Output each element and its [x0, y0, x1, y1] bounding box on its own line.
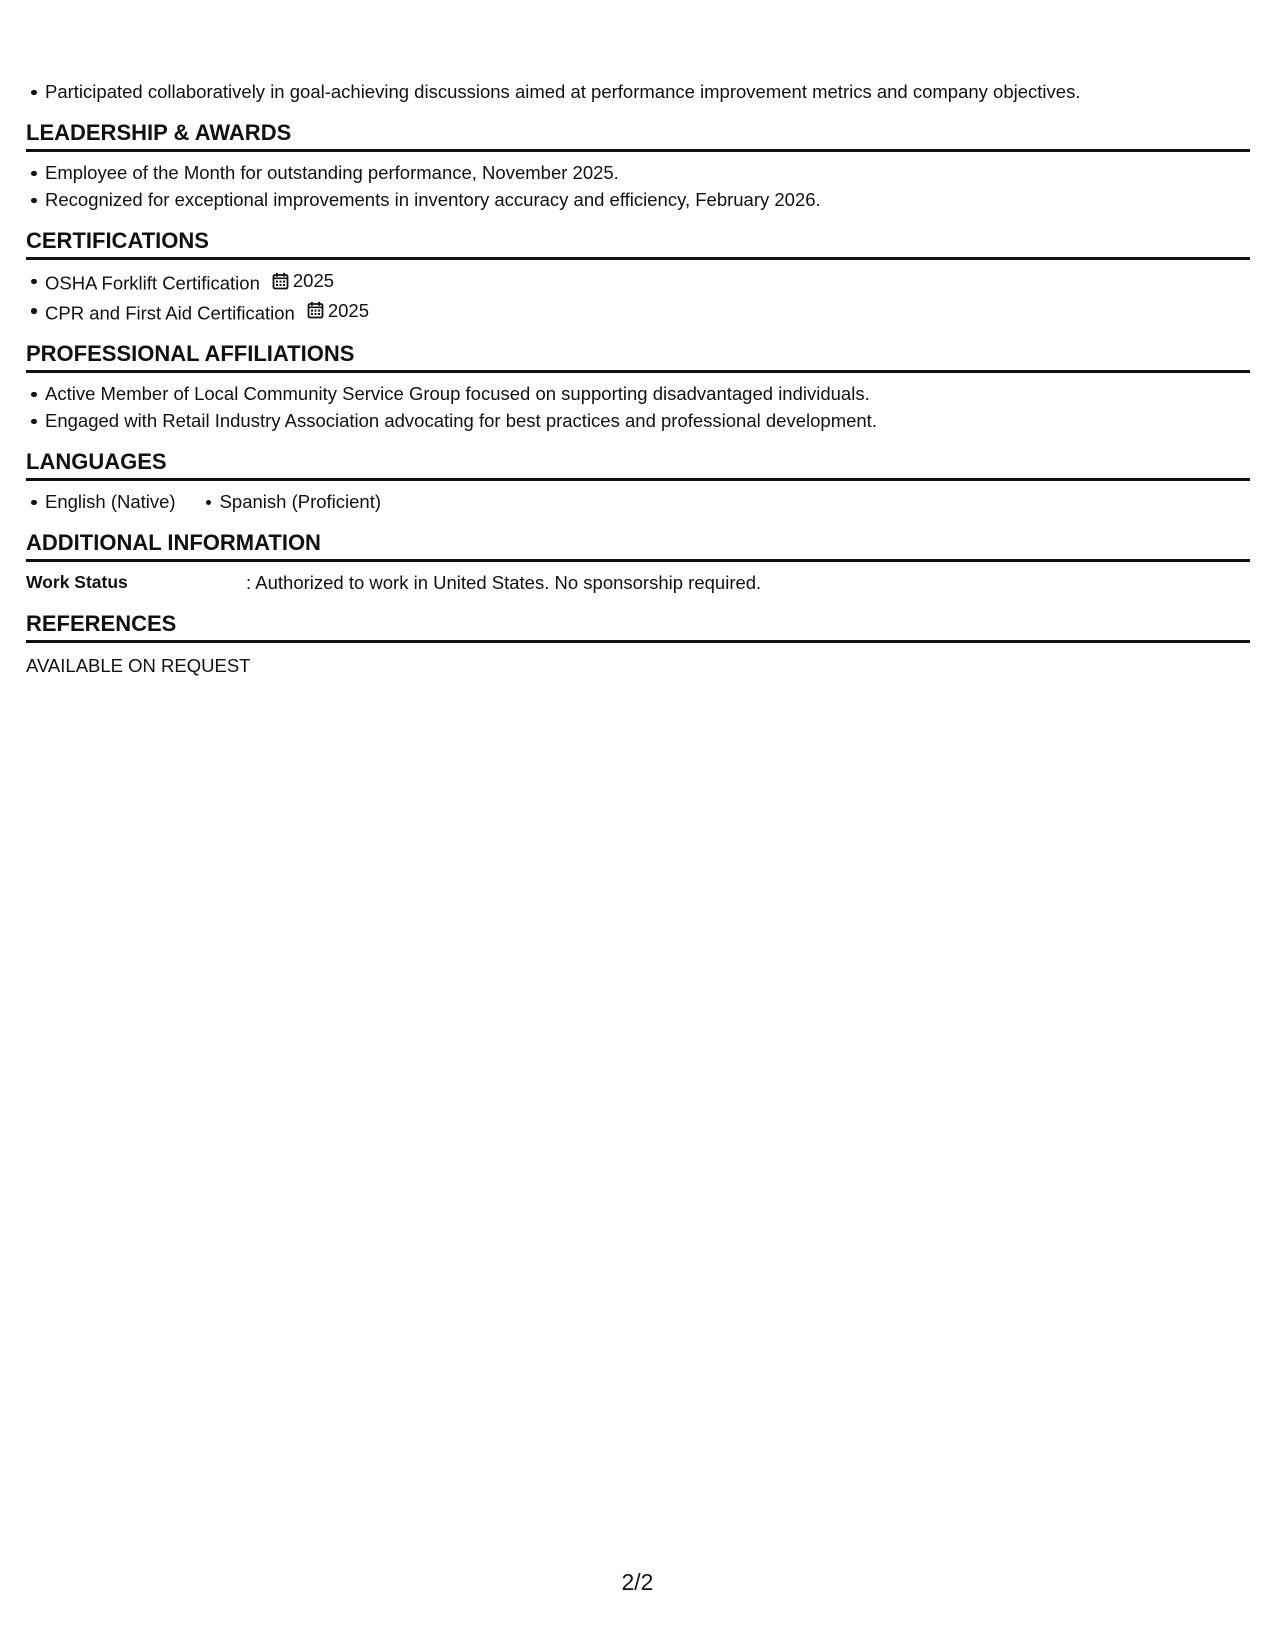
references-text: AVAILABLE ON REQUEST	[26, 655, 251, 676]
language-item: English (Native)	[45, 488, 176, 515]
certification-year: 2025	[327, 299, 369, 321]
list-item: Participated collaboratively in goal-achieving discussions aimed at performance improvement metrics and company objectives.	[45, 78, 1250, 105]
certifications-section	[26, 227, 1250, 326]
calendar-icon	[272, 272, 289, 290]
certification-date	[272, 267, 334, 294]
additional-info-section	[26, 529, 1250, 596]
page-number: 2/2	[621, 1569, 654, 1595]
languages-list	[26, 488, 1250, 515]
info-row	[26, 569, 1250, 596]
language-item: Spanish (Proficient)	[220, 488, 381, 515]
list-item: Employee of the Month for outstanding performance, November 2025.	[45, 159, 1250, 186]
affiliations-list	[26, 380, 1250, 434]
certification-name: CPR and First Aid Certification	[45, 302, 295, 323]
leadership-list	[26, 159, 1250, 213]
certification-date	[307, 297, 369, 324]
section-title: LANGUAGES	[26, 448, 1250, 481]
references-section	[26, 610, 1250, 679]
certification-name: OSHA Forklift Certification	[45, 272, 260, 294]
affiliations-section	[26, 340, 1250, 434]
list-item	[45, 267, 1250, 297]
list-item: Engaged with Retail Industry Association advocating for best practices and professional development.	[45, 407, 1250, 434]
calendar-icon	[307, 301, 324, 319]
list-item: Recognized for exceptional improvements in inventory accuracy and efficiency, February 2026.	[45, 186, 1250, 213]
section-title: LEADERSHIP & AWARDS	[26, 119, 1250, 152]
list-item	[45, 297, 1250, 327]
leadership-section	[26, 119, 1250, 213]
resume-page	[26, 78, 1250, 679]
section-title: ADDITIONAL INFORMATION	[26, 529, 1250, 562]
section-title: CERTIFICATIONS	[26, 227, 1250, 260]
languages-section	[26, 448, 1250, 515]
certifications-list	[26, 267, 1250, 326]
certification-year: 2025	[292, 270, 335, 291]
info-key: Work Status	[26, 572, 128, 592]
info-value: : Authorized to work in United States. No sponsorship required.	[246, 572, 762, 593]
section-title: PROFESSIONAL AFFILIATIONS	[26, 340, 1250, 373]
list-item: Active Member of Local Community Service Group focused on supporting disadvantaged individuals.	[45, 380, 1250, 407]
experience-continued-list	[26, 78, 1250, 105]
section-title: REFERENCES	[26, 610, 1250, 643]
